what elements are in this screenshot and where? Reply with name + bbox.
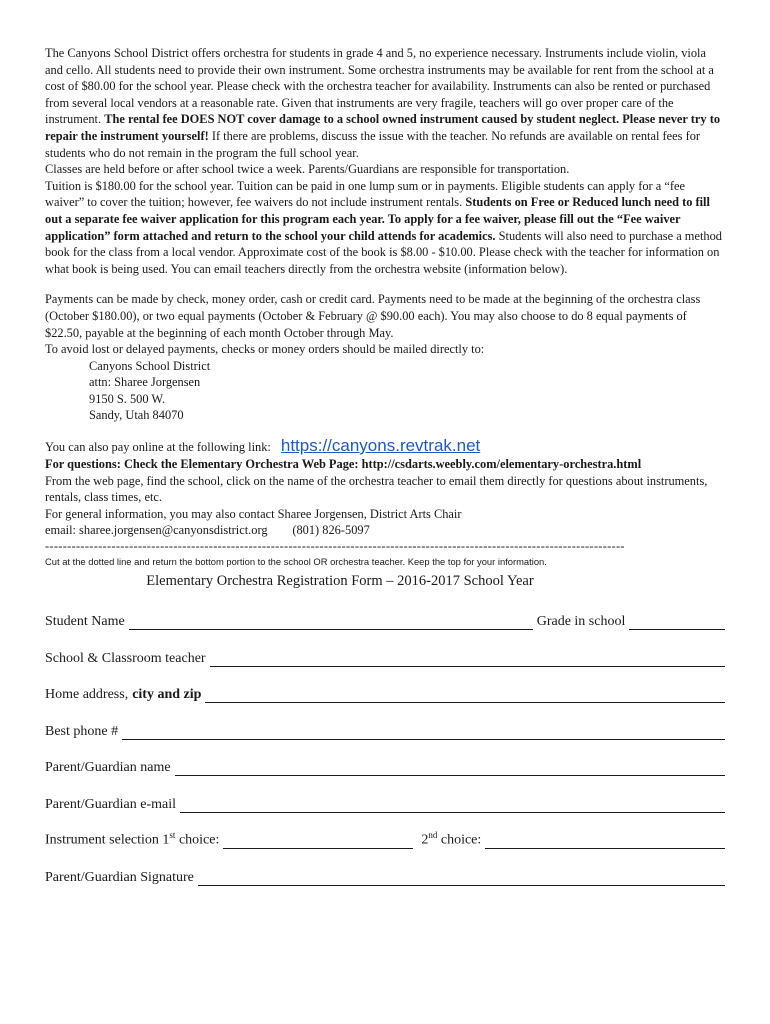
student-name-field[interactable] <box>129 615 533 630</box>
mailing-address <box>45 358 725 424</box>
student-name-label: Student Name <box>45 614 125 630</box>
phone-field[interactable] <box>122 725 725 740</box>
parent-email-row <box>45 793 725 813</box>
document-page <box>45 45 725 902</box>
online-payment-row <box>45 436 725 456</box>
address-line: Sandy, Utah 84070 <box>89 408 184 423</box>
form-title: Elementary Orchestra Registration Form – 2016-2017 School Year <box>146 573 534 590</box>
phone-label: Best phone # <box>45 723 119 739</box>
parent-email-label: Parent/Guardian e-mail <box>45 796 177 812</box>
address-line: 9150 S. 500 W. <box>89 391 166 406</box>
instrument-second-label: 2nd choice: <box>421 830 482 849</box>
rental-warning: The rental fee DOES NOT cover damage to a school owned instrument caused by student neglect. Please never try to repair the instrument yourself! <box>45 112 721 143</box>
questions-line: For questions: Check the Elementary Orchestra Web Page: http://csdarts.weebly.com/elementary-orchestra.html <box>45 457 642 472</box>
school-teacher-field[interactable] <box>210 652 725 667</box>
signature-label: Parent/Guardian Signature <box>45 869 194 885</box>
method-book-text: Students will also need to purchase a method book for the class from a local vendor. Approximate cost of the book is $8.00 - $10.00. Please check with the teacher for information on what book is being used. You can email teachers directly from the orchestra website (information below). <box>45 228 722 276</box>
parent-name-row <box>45 756 725 776</box>
cut-line: ----------------------------------------------------------------------------------------------------------------------------------- <box>45 539 625 554</box>
fee-waiver-notice: Students on Free or Reduced lunch need to fill out a separate fee waiver application for this program each year. To apply for a fee waiver, please fill out the “Fee waiver application” form attached and return to the school your child attends for academics. <box>45 195 710 243</box>
rental-text: The Canyons School District offers orchestra for students in grade 4 and 5, no experience necessary. Instruments include violin, viola and cello. All students need to provide their own instrument. Some orchestra instruments may be available for rent from the school at a cost of $80.00 for the school year. Please check with the orchestra teacher for availability. Instruments can also be rented or purchased from several local vendors at a reasonable rate. Given that instruments are very fragile, teachers will go over proper care of the instrument. <box>45 46 714 127</box>
mail-intro: To avoid lost or delayed payments, checks or money orders should be mailed directly to: <box>45 342 485 357</box>
info-paragraph-rental <box>45 45 725 161</box>
parent-name-field[interactable] <box>175 761 725 776</box>
parent-name-label: Parent/Guardian name <box>45 760 171 776</box>
online-payment-label: You can also pay online at the following link: <box>45 440 271 455</box>
student-name-row <box>45 610 725 630</box>
instrument-second-field[interactable] <box>485 834 725 849</box>
revtrak-link[interactable]: https://canyons.revtrak.net <box>280 436 481 456</box>
grade-label: Grade in school <box>536 614 626 630</box>
payments-paragraph: Payments can be made by check, money order, cash or credit card. Payments need to be made at the beginning of the orchestra class (October $180.00), or two equal payments (October & February @ $90.00 each). You may also choose to do 8 equal payments of $22.50, payable at the beginning of each month October through May. <box>45 292 701 340</box>
school-teacher-label: School & Classroom teacher <box>45 650 206 666</box>
instrument-row <box>45 829 725 849</box>
signature-row <box>45 866 725 886</box>
home-address-field[interactable] <box>205 688 725 703</box>
instrument-first-label: Instrument selection 1st choice: <box>45 830 220 849</box>
grade-field[interactable] <box>629 615 725 630</box>
home-address-row <box>45 683 725 703</box>
tuition-text: Tuition is $180.00 for the school year. Tuition can be paid in one lump sum or in payments. Eligible students can apply for a “fee waiver” to cover the tuition; however, fee waivers do not include instrument rentals. <box>45 178 685 210</box>
cut-note: Cut at the dotted line and return the bottom portion to the school OR orchestra teacher. Keep the top for your information. <box>45 556 547 568</box>
home-address-label: Home address, <box>45 687 129 703</box>
instrument-first-field[interactable] <box>223 834 413 849</box>
city-zip-label: city and zip <box>132 687 202 703</box>
school-teacher-row <box>45 647 725 667</box>
phone-row <box>45 720 725 740</box>
info-paragraph-tuition <box>45 178 725 278</box>
contact-line: email: sharee.jorgensen@canyonsdistrict.org (801) 826-5097 <box>45 523 370 538</box>
address-line: Canyons School District <box>89 358 211 373</box>
info-paragraph-classes: Classes are held before or after school twice a week. Parents/Guardians are responsible for transportation. <box>45 162 570 177</box>
parent-email-field[interactable] <box>180 798 725 813</box>
webpage-instructions: From the web page, find the school, click on the name of the orchestra teacher to email them directly for questions about instruments, rentals, class times, etc. <box>45 473 708 505</box>
rental-refund-text: If there are problems, discuss the issue with the teacher. No refunds are available on rental fees for students who do not remain in the program the full school year. <box>45 128 701 160</box>
signature-field[interactable] <box>198 871 725 886</box>
general-info: For general information, you may also contact Sharee Jorgensen, District Arts Chair <box>45 506 462 521</box>
address-line: attn: Sharee Jorgensen <box>89 375 201 390</box>
